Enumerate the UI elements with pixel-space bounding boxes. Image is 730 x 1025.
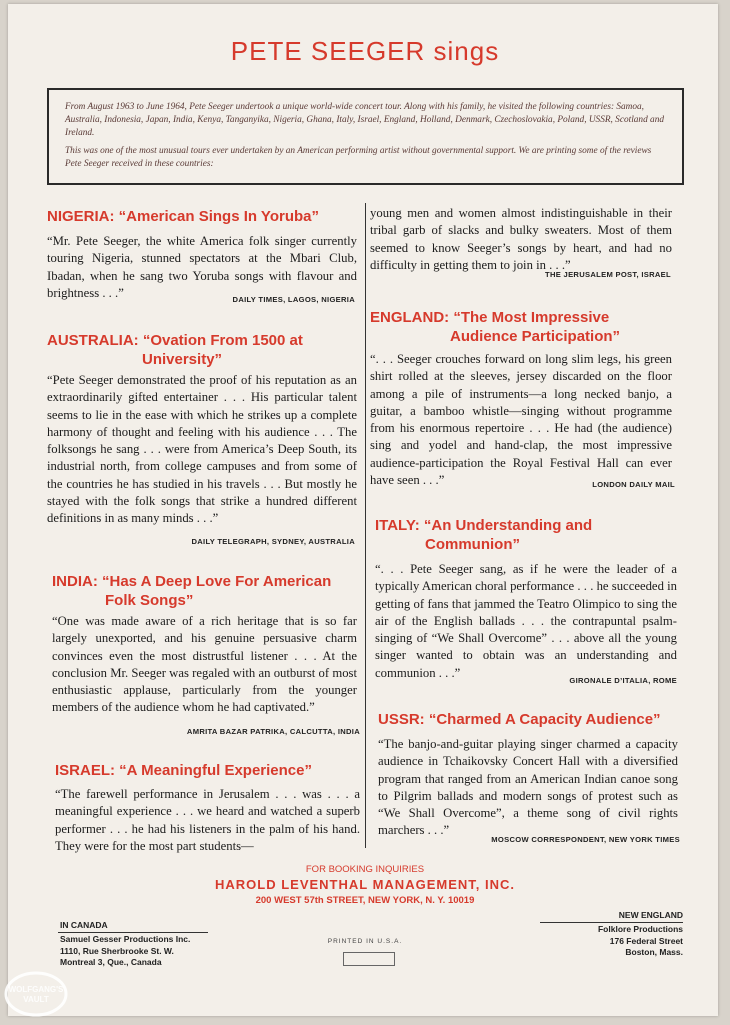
canada-rule (58, 932, 208, 933)
india-text: “One was made aware of a rich heritage that is so far largely unexported, and his genuine persuasive charm convinces even the most distrustful listener . . . At the conclusion Mr. Seeger was regaled with an outburst of most enthusiastic applause, particularly from the younger members of the audience whom he had captivated.” (52, 614, 357, 715)
watermark-stamp-logo (3, 968, 69, 1018)
ussr-text: “The banjo-and-guitar playing singer charmed a capacity audience in Tchaikovsky Concert Hall with a diversified program that ranged from an American Indian canoe song to Pilgrim ballads and modern songs of protest such as “We Shall Overcome”, a theme song of civil rights marchers . . .” (378, 737, 678, 838)
australia-heading-line-1: AUSTRALIA: “Ovation From 1500 at (47, 332, 303, 349)
printed-in-usa: PRINTED IN U.S.A. (327, 938, 403, 945)
india-heading-line-1: INDIA: “Has A Deep Love For American (52, 573, 332, 590)
england-heading (370, 308, 672, 346)
nigeria-text: “Mr. Pete Seeger, the white America folk singer currently touring Nigeria, stunned spectators at the Mbari Club, Ibadan, when he sang two Yoruba songs with flavour and brightness . . .” (47, 234, 357, 300)
nigeria-source: DAILY TIMES, LAGOS, NIGERIA (232, 295, 355, 304)
canada-label: IN CANADA (60, 920, 108, 930)
india-source: AMRITA BAZAR PATRIKA, CALCUTTA, INDIA (186, 727, 360, 736)
australia-heading-line-2: University” (142, 351, 223, 368)
union-label-mark (343, 952, 395, 966)
new-england-rule (540, 922, 683, 923)
canada-line: 1110, Rue Sherbrooke St. W. (60, 945, 174, 956)
new-england-line: 176 Federal Street (609, 935, 683, 946)
booking-address: 200 WEST 57th STREET, NEW YORK, N. Y. 10019 (255, 895, 475, 906)
new-england-label: NEW ENGLAND (618, 910, 683, 920)
intro-paragraph-2: This was one of the most unusual tours ever undertaken by an American performing artist without governmental support. We are printing some of the reviews Pete Seeger received in these countries: (65, 146, 652, 169)
canada-line: Samuel Gesser Productions Inc. (60, 934, 191, 944)
australia-text: “Pete Seeger demonstrated the proof of his reputation as an extraordinarily gifted entertainer . . . His particular talent seems to lie in the ease with which he strikes up a complete harmony of thought and feeling with his audience . . . The folksongs he sang . . . were from America’s Deep South, its industrial north, from college campuses and from some of the countries he has studied in his travels . . . But mostly he stayed with the folk songs that strike a hundred different definitions in as many minds . . .” (47, 373, 357, 526)
intro-paragraph-1: From August 1963 to June 1964, Pete Seeger undertook a unique world-wide concert tour. Along with his family, he visited the following countries: Samoa, Australia, Indonesia, Japan, India, Kenya, Tanganyika, Nigeria, Ghana, Italy, Israel, England, Holland, Denmark, Czechoslovakia, Poland, USSR, Scotland and Ireland. (65, 102, 664, 138)
israel-heading: ISRAEL: “A Meaningful Experience” (55, 762, 312, 779)
intro-box (47, 88, 684, 185)
ussr-heading: USSR: “Charmed A Capacity Audience” (378, 711, 661, 728)
nigeria-heading: NIGERIA: “American Sings In Yoruba” (47, 208, 319, 225)
svg-text:WOLFGANG'S: WOLFGANG'S (8, 985, 64, 994)
canada-line: Montreal 3, Que., Canada (60, 957, 162, 967)
ussr-source: MOSCOW CORRESPONDENT, NEW YORK TIMES (491, 835, 680, 844)
new-england-line: Boston, Mass. (625, 947, 683, 957)
italy-heading (375, 516, 675, 554)
new-england-address (598, 924, 683, 959)
india-heading-line-2: Folk Songs” (105, 592, 194, 609)
italy-heading-line-1: ITALY: “An Understanding and (375, 517, 593, 534)
booking-label: FOR BOOKING INQUIRIES (305, 864, 425, 875)
new-england-line: Folklore Productions (597, 924, 683, 934)
england-heading-line-2: Audience Participation” (450, 328, 621, 345)
italy-source: GIRONALE D’ITALIA, ROME (569, 676, 677, 685)
israel-source: THE JERUSALEM POST, ISRAEL (545, 270, 671, 279)
india-heading (52, 572, 357, 610)
israel-text-continued: young men and women almost indistinguishable in their tribal garb of slacks and bulky sweaters. Most of them seemed to know Seeger’s songs by heart, and had no difficulty in getting them to join in . . .” (370, 206, 672, 272)
column-divider (365, 203, 366, 848)
italy-heading-line-2: Communion” (425, 536, 520, 553)
england-source: LONDON DAILY MAIL (592, 480, 675, 489)
australia-heading (47, 331, 357, 369)
australia-source: DAILY TELEGRAPH, SYDNEY, AUSTRALIA (191, 537, 355, 546)
england-heading-line-1: ENGLAND: “The Most Impressive (370, 309, 610, 326)
israel-text: “The farewell performance in Jerusalem . . . was . . . a meaningful experience . . . we heard and watched a superb performer . . . he had his listeners in the palm of his hand. They were for the most part students— (55, 787, 360, 853)
page-title: PETE SEEGER sings (230, 36, 500, 66)
italy-text: “. . . Pete Seeger sang, as if he were the leader of a typically American choral performance . . . he succeeded in getting of fans that jammed the Teatro Olimpico to sing the air of the English ballads . . . the contrapuntal psalm-singing of “We Shall Overcome” . . . above all the young singer wanted to obtain was an understanding and communion . . .” (375, 562, 677, 680)
england-text: “. . . Seeger crouches forward on long slim legs, his green shirt rolled at the sleeves, jersey discarded on the floor among a pile of instruments—a long necked banjo, a guitar, a bamboo whistle—singing without programme from his enormous repertoire . . . He had (the audience) sing and yodel and hand-clap, the most impressive audience-participation the Royal Festival Hall can ever have seen . . .” (370, 352, 672, 488)
svg-text:VAULT: VAULT (23, 995, 49, 1004)
booking-company: HAROLD LEVENTHAL MANAGEMENT, INC. (215, 877, 515, 892)
